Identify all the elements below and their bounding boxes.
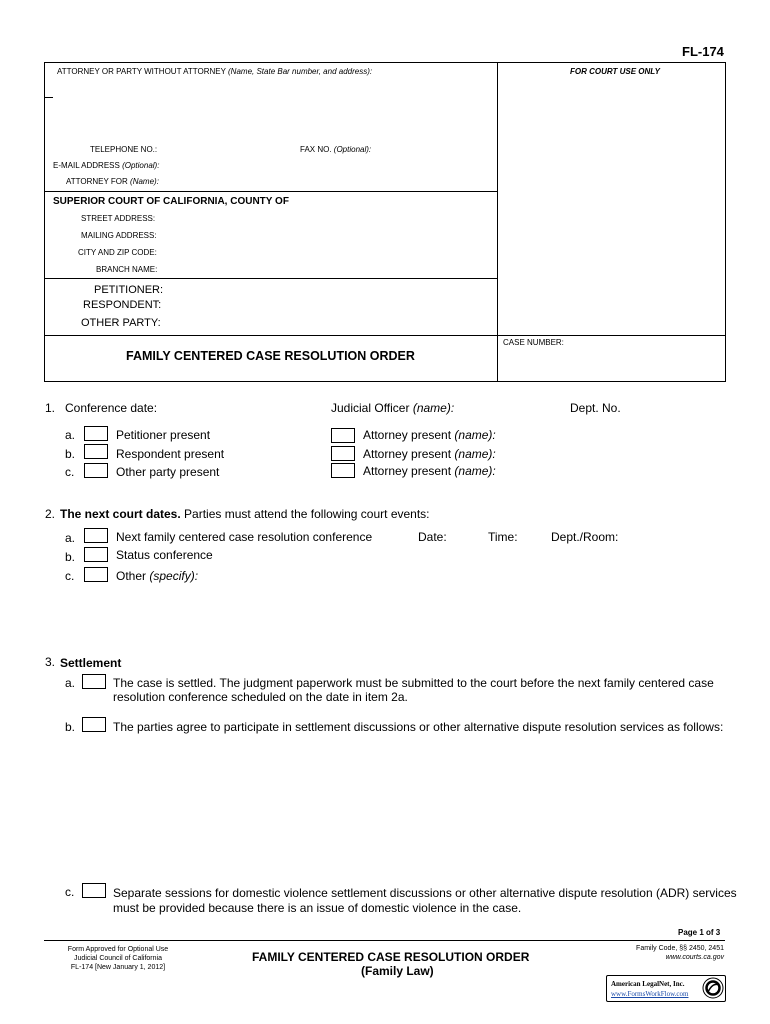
- item2-heading: The next court dates. Parties must attend the following court events:: [60, 507, 430, 521]
- other-event-label: Other (specify):: [116, 569, 199, 583]
- item1c-letter: c.: [65, 465, 75, 479]
- family-code-ref: [600, 944, 724, 962]
- case-number-label: CASE NUMBER:: [503, 338, 564, 347]
- form-id: FL-174: [682, 44, 724, 59]
- other-event-checkbox[interactable]: [84, 567, 108, 582]
- separate-sessions-line2: must be provided because there is an issue of domestic violence in the case.: [113, 901, 522, 915]
- respondent-attorney-label: Attorney present (name):: [363, 447, 496, 461]
- attorney-bottom-line: [44, 191, 498, 192]
- conference-date-label: Conference date:: [65, 401, 158, 415]
- respondent-present-label: Respondent present: [116, 447, 225, 461]
- petitioner-present-label: Petitioner present: [116, 428, 211, 442]
- email-label: E-MAIL ADDRESS (Optional):: [53, 161, 160, 170]
- other-party-label: OTHER PARTY:: [81, 317, 161, 329]
- item3c-letter: c.: [65, 885, 75, 899]
- court-use-label: FOR COURT USE ONLY: [570, 67, 660, 76]
- case-settled-line2: resolution conference scheduled on the date in item 2a.: [113, 690, 408, 704]
- petitioner-attorney-checkbox[interactable]: [331, 428, 355, 443]
- footer-subtitle: (Family Law): [361, 964, 434, 978]
- other-party-attorney-checkbox[interactable]: [331, 463, 355, 478]
- dept-room-label: Dept./Room:: [551, 530, 619, 544]
- footer-title: FAMILY CENTERED CASE RESOLUTION ORDER: [252, 950, 530, 964]
- page-number: Page 1 of 3: [678, 928, 721, 937]
- item2-number: 2.: [45, 507, 56, 521]
- courts-website: www.courts.ca.gov: [665, 954, 724, 961]
- item3-number: 3.: [45, 655, 56, 669]
- item3b-letter: b.: [65, 720, 76, 734]
- item1-number: 1.: [45, 401, 56, 415]
- telephone-label: TELEPHONE NO.:: [90, 145, 158, 154]
- respondent-attorney-checkbox[interactable]: [331, 446, 355, 461]
- status-conference-checkbox[interactable]: [84, 547, 108, 562]
- attorney-label: ATTORNEY OR PARTY WITHOUT ATTORNEY (Name, State Bar number, and address):: [57, 67, 373, 76]
- item3-heading: Settlement: [60, 656, 122, 670]
- approval-line2: Judicial Council of California: [74, 955, 162, 962]
- street-label: STREET ADDRESS:: [81, 214, 156, 223]
- approval-line3: FL-174 [New January 1, 2012]: [70, 964, 166, 971]
- legalnet-badge: [606, 975, 726, 1002]
- status-conference-label: Status conference: [116, 548, 213, 562]
- item2b-letter: b.: [65, 550, 76, 564]
- petitioner-present-checkbox[interactable]: [84, 426, 108, 441]
- parties-bottom-line: [44, 335, 725, 336]
- other-party-attorney-label: Attorney present (name):: [363, 464, 496, 478]
- judicial-officer-label: Judicial Officer (name):: [331, 401, 455, 415]
- item2a-letter: a.: [65, 531, 76, 545]
- next-conference-label: Next family centered case resolution conference: [116, 530, 373, 544]
- legalnet-logo-icon: [702, 977, 724, 999]
- fax-label: FAX NO. (Optional):: [300, 145, 372, 154]
- case-settled-line1: The case is settled. The judgment paperwork must be submitted to the court before the next family centered case: [113, 676, 714, 690]
- attorney-mark: [44, 97, 53, 98]
- branch-label: BRANCH NAME:: [96, 265, 158, 274]
- petitioner-label: PETITIONER:: [94, 284, 164, 296]
- form-title: FAMILY CENTERED CASE RESOLUTION ORDER: [126, 349, 415, 363]
- mailing-label: MAILING ADDRESS:: [81, 231, 157, 240]
- court-name: SUPERIOR COURT OF CALIFORNIA, COUNTY OF: [53, 196, 289, 207]
- legalnet-link[interactable]: www.FormsWorkFlow.com: [611, 990, 689, 998]
- header-divider: [497, 62, 498, 335]
- settlement-discussions-label: The parties agree to participate in settlement discussions or other alternative dispute resolution services as follows:: [113, 720, 724, 734]
- date-label: Date:: [418, 530, 447, 544]
- settlement-discussions-checkbox[interactable]: [82, 717, 106, 732]
- family-code: Family Code, §§ 2450, 2451: [636, 945, 724, 952]
- item1b-letter: b.: [65, 447, 76, 461]
- respondent-present-checkbox[interactable]: [84, 444, 108, 459]
- legalnet-name: American LegalNet, Inc.: [611, 980, 685, 988]
- next-conference-checkbox[interactable]: [84, 528, 108, 543]
- court-bottom-line: [44, 278, 498, 279]
- item1a-letter: a.: [65, 428, 76, 442]
- case-settled-checkbox[interactable]: [82, 674, 106, 689]
- other-party-present-checkbox[interactable]: [84, 463, 108, 478]
- case-number-divider: [497, 335, 498, 381]
- separate-sessions-line1: Separate sessions for domestic violence settlement discussions or other alternative dispute resolution (ADR) services: [113, 886, 737, 900]
- approval-line1: Form Approved for Optional Use: [67, 946, 169, 953]
- respondent-label: RESPONDENT:: [83, 299, 162, 311]
- dept-no-label: Dept. No.: [570, 401, 621, 415]
- city-label: CITY AND ZIP CODE:: [78, 248, 157, 257]
- other-party-present-label: Other party present: [116, 465, 220, 479]
- item2c-letter: c.: [65, 569, 75, 583]
- attorney-for-label: ATTORNEY FOR (Name):: [66, 177, 159, 186]
- petitioner-attorney-label: Attorney present (name):: [363, 428, 496, 442]
- footer-rule: [44, 940, 725, 941]
- time-label: Time:: [488, 530, 518, 544]
- form-approval: [44, 945, 192, 972]
- separate-sessions-checkbox[interactable]: [82, 883, 106, 898]
- item3a-letter: a.: [65, 676, 76, 690]
